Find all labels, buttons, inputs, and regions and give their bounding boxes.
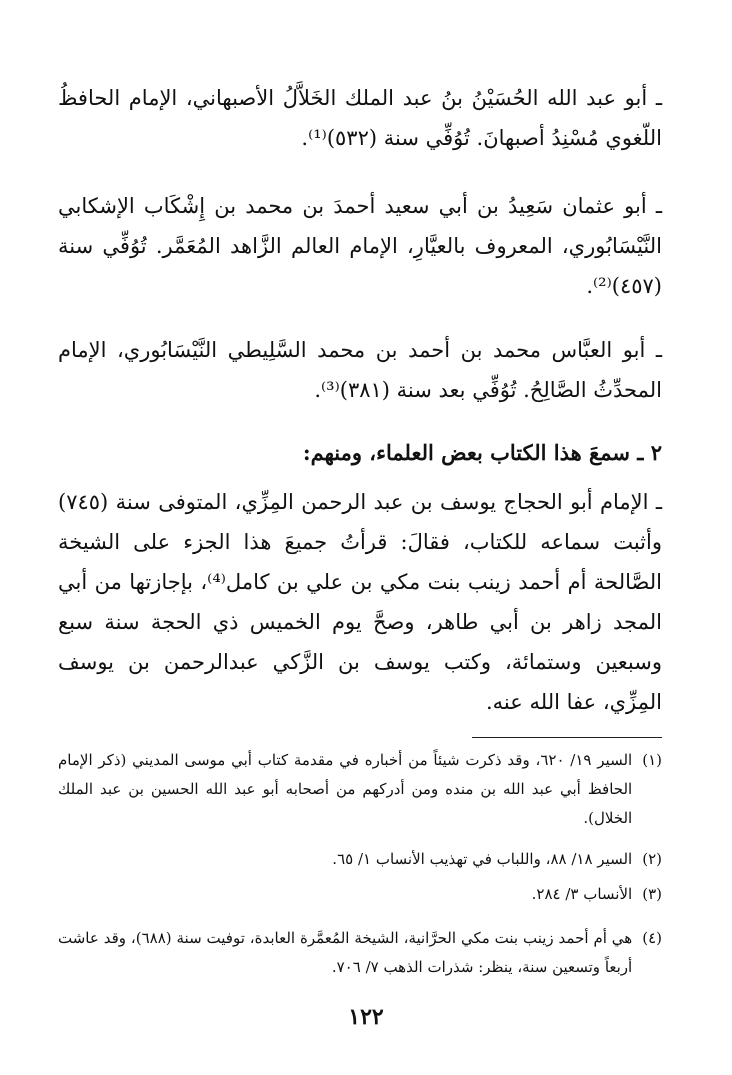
footnote-number: (٤) xyxy=(642,929,662,947)
biography-entry-2: ـ أبو عثمان سَعِيدُ بن أبي سعيد أحمدَ بن محمد بن إِشْكَاب الإشكابي النَّيْسَابُوري، المعروف بالعيَّارِ، الإمام العالم الزَّاهد المُعَمَّر. تُوُفِّي سنة (٤٥٧)⁽²⁾. xyxy=(58,194,662,298)
biography-entry-1: ـ أبو عبد الله الحُسَيْنُ بنُ عبد الملك الخَلاَّلُ الأصبهاني، الإمام الحافظُ اللّغوي مُسْنِدُ أصبهانَ. تُوُفِّي سنة (٥٣٢)⁽¹⁾. xyxy=(58,86,662,150)
footnote-text: هي أم أحمد زينب بنت مكي الحرَّانية، الشيخة المُعمَّرة العابدة، توفيت سنة (٦٨٨)، وقد عاشت أربعاً وتسعين سنة، ينظر: شذرات الذهب ٧/ ٧٠٦. xyxy=(58,929,633,976)
footnote-1 xyxy=(58,746,662,833)
footnote-text: الأنساب ٣/ ٢٨٤. xyxy=(531,885,633,903)
page-number: ١٢٢ xyxy=(348,1004,384,1030)
section-paragraph: ـ الإمام أبو الحجاج يوسف بن عبد الرحمن المِزِّي، المتوفى سنة (٧٤٥) وأثبت سماعه للكتاب، فقالَ: قرأتُ جميعَ هذا الجزء على الشيخة الصَّالحة أم أحمد زينب بنت مكي بن علي بن كامل⁽⁴⁾، بإجازتها من أبي المجد زاهر بن أبي طاهر، وصحَّ يوم الخميس ذي الحجة سنة سبع وسبعين وستمائة، وكتب يوسف بن الزَّكي عبدالرحمن بن يوسف المِزِّي، عفا الله عنه. xyxy=(58,490,662,714)
footnote-number: (٣) xyxy=(642,885,662,903)
footnote-text: السير ١٨/ ٨٨، واللباب في تهذيب الأنساب ١/ ٦٥. xyxy=(332,850,633,868)
footnote-number: (١) xyxy=(642,751,662,769)
footnote-separator xyxy=(472,737,662,738)
biography-entry-3: ـ أبو العبَّاس محمد بن أحمد بن محمد السَّلِيطي النَّيْسَابُوري، الإمام المحدِّثُ الصَّالِحُ. تُوُفِّي بعد سنة (٣٨١)⁽³⁾. xyxy=(58,338,662,402)
footnote-4 xyxy=(58,924,662,982)
section-heading: ٢ ـ سمعَ هذا الكتاب بعض العلماء، ومنهم: xyxy=(302,440,662,465)
footnote-3 xyxy=(58,880,662,909)
footnote-2 xyxy=(58,845,662,874)
footnote-number: (٢) xyxy=(642,850,662,868)
footnote-text: السير ١٩/ ٦٢٠، وقد ذكرت شيئاً من أخباره في مقدمة كتاب أبي موسى المديني (ذكر الإمام الحافظ أبي عبد الله بن منده ومن أدركهم من أصحابه أبو عبد الله الحسين بن عبد الملك الخلال). xyxy=(58,751,633,827)
